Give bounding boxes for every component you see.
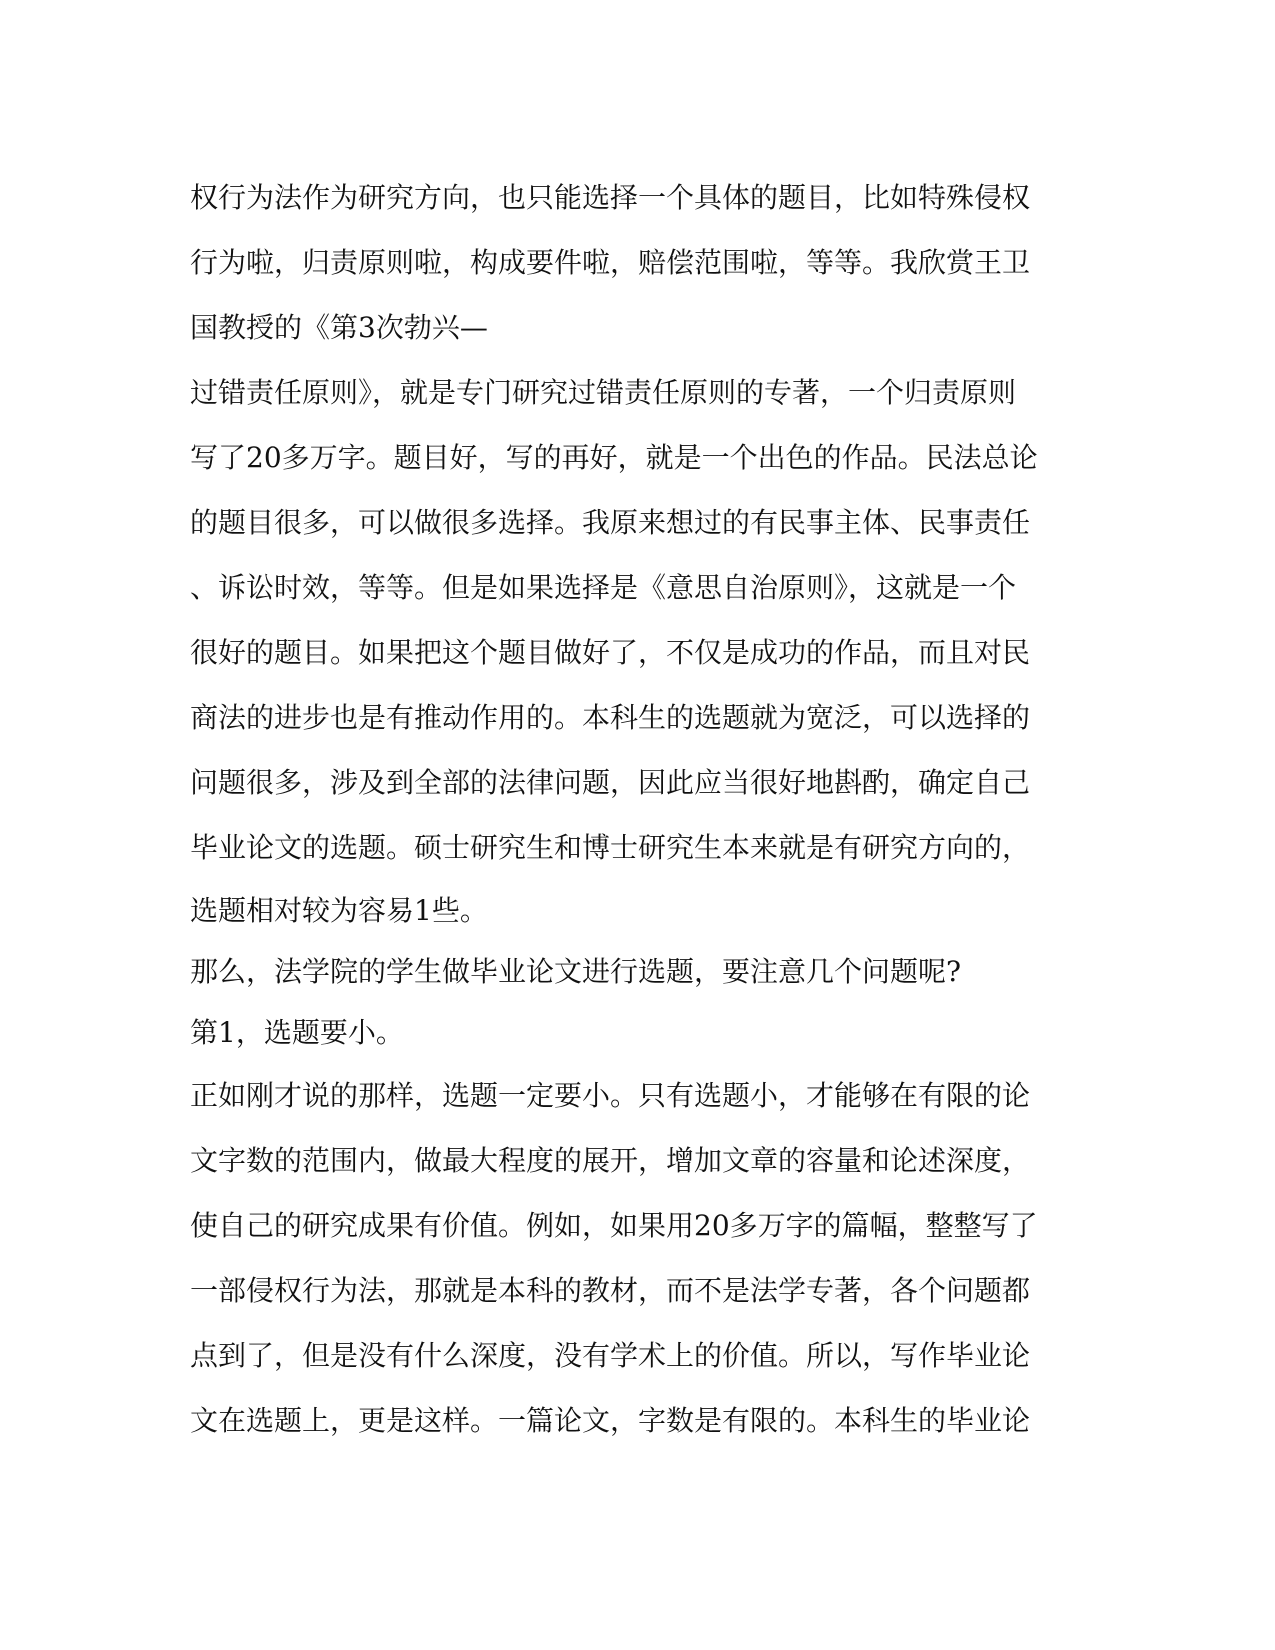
text-line: 一部侵权行为法，那就是本科的教材，而不是法学专著，各个问题都	[190, 1274, 1031, 1307]
text-line: 点到了，但是没有什么深度，没有学术上的价值。所以，写作毕业论	[190, 1339, 1031, 1372]
text-line: 、诉讼时效，等等。但是如果选择是《意思自治原则》，这就是一个	[190, 571, 1017, 604]
text-line: 的题目很多，可以做很多选择。我原来想过的有民事主体、民事责任	[190, 506, 1031, 539]
text-line: 国教授的《第3次勃兴—	[190, 311, 488, 344]
text-line: 文在选题上，更是这样。一篇论文，字数是有限的。本科生的毕业论	[190, 1404, 1031, 1437]
text-line: 那么，法学院的学生做毕业论文进行选题，要注意几个问题呢?	[190, 955, 962, 988]
text-line: 写了20多万字。题目好，写的再好，就是一个出色的作品。民法总论	[190, 441, 1038, 474]
section-heading: 第1，选题要小。	[190, 1016, 404, 1049]
text-line: 商法的进步也是有推动作用的。本科生的选题就为宽泛，可以选择的	[190, 701, 1031, 734]
text-line: 权行为法作为研究方向，也只能选择一个具体的题目，比如特殊侵权	[190, 181, 1031, 214]
text-line: 文字数的范围内，做最大程度的展开，增加文章的容量和论述深度，	[190, 1144, 1031, 1177]
text-line: 毕业论文的选题。硕士研究生和博士研究生本来就是有研究方向的，	[190, 831, 1031, 864]
text-line: 选题相对较为容易1些。	[190, 894, 488, 927]
text-line: 行为啦，归责原则啦，构成要件啦，赔偿范围啦，等等。我欣赏王卫	[190, 246, 1031, 279]
text-line: 正如刚才说的那样，选题一定要小。只有选题小，才能够在有限的论	[190, 1079, 1031, 1112]
text-line: 很好的题目。如果把这个题目做好了，不仅是成功的作品，而且对民	[190, 636, 1031, 669]
text-line: 问题很多，涉及到全部的法律问题，因此应当很好地斟酌，确定自己	[190, 766, 1031, 799]
text-line: 过错责任原则》，就是专门研究过错责任原则的专著，一个归责原则	[190, 376, 1017, 409]
text-line: 使自己的研究成果有价值。例如，如果用20多万字的篇幅，整整写了	[190, 1209, 1038, 1242]
body-text	[190, 165, 1070, 1453]
